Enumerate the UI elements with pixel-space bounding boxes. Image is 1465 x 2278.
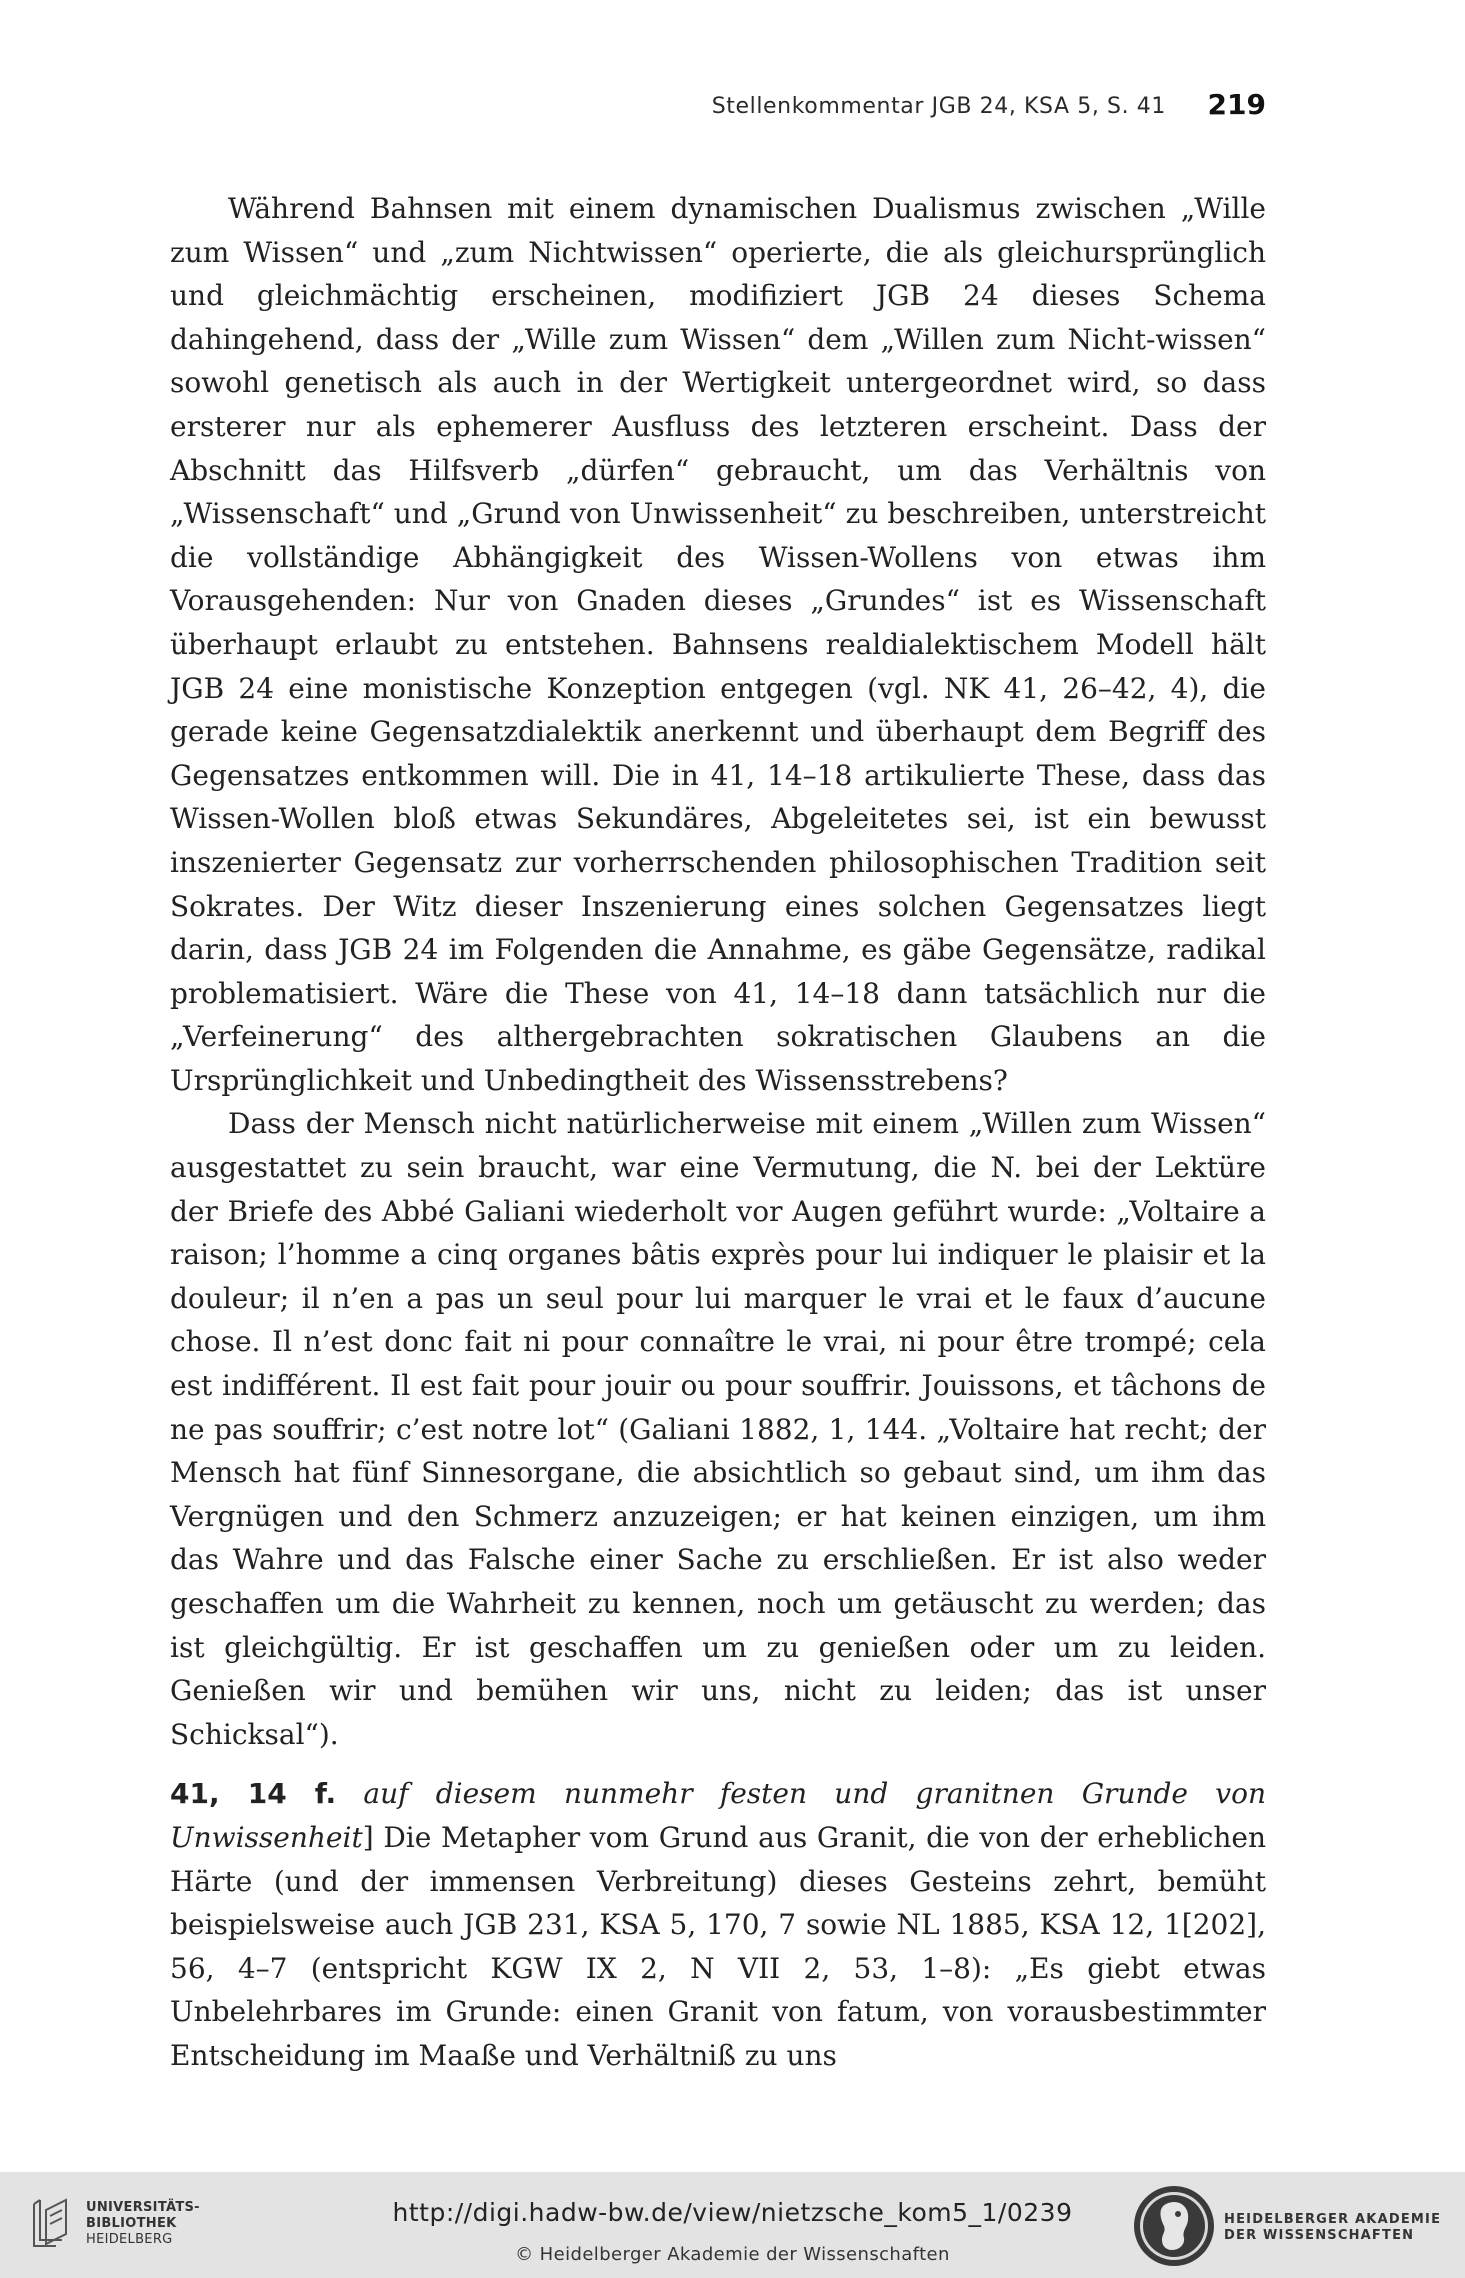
page-header	[170, 88, 1266, 128]
lemma: auf diesem nunmehr festen und granitnen Grunde von Unwissenheit	[170, 1777, 1266, 1854]
library-name-line: HEIDELBERG	[86, 2232, 173, 2247]
copyright-notice: © Heidelberger Akademie der Wissenschaften	[515, 2244, 950, 2265]
academy-name-line: HEIDELBERGER AKADEMIE	[1224, 2212, 1442, 2227]
commentary-entry	[170, 1772, 1266, 2077]
paragraph: Dass der Mensch nicht natürlicherweise mit einem „Willen zum Wissen“ ausgestattet zu sein braucht, war eine Vermutung, die N. bei der Lektüre der Briefe des Abbé Galiani wiederholt vor Augen geführt wurde: „Voltaire a raison; l’homme a cinq organes bâtis exprès pour lui indiquer le plaisir et la douleur; il n’en a pas un seul pour lui marquer le vrai et le faux d’aucune chose. Il n’est donc fait ni pour connaître le vrai, ni pour être trompé; cela est indifférent. Il est fait pour jouir ou pour souffrir. Jouissons, et tâchons de ne pas souffrir; c’est notre lot“ (Galiani 1882, 1, 144. „Voltaire hat recht; der Mensch hat fünf Sinnesorgane, die absichtlich so gebaut sind, um ihm das Vergnügen und den Schmerz anzuzeigen; er hat keinen einzigen, um ihm das Wahre und das Falsche einer Sache zu erschließen. Er ist also weder geschaffen um die Wahrheit zu kennen, noch um getäuscht zu werden; das ist gleichgültig. Er ist geschaffen um zu genießen oder um zu leiden. Genießen wir und bemühen wir uns, nicht zu leiden; das ist unser Schicksal“).	[170, 1107, 1266, 1751]
library-name-line: UNIVERSITÄTS-	[86, 2200, 200, 2215]
main-text	[170, 187, 1266, 2078]
paragraph: Während Bahnsen mit einem dynamischen Dualismus zwischen „Wille zum Wissen“ und „zum Nichtwissen“ operierte, die als gleichursprünglich und gleichmächtig erscheinen, modifiziert JGB 24 dieses Schema dahingehend, dass der „Wille zum Wissen“ dem „Willen zum Nicht-wissen“ sowohl genetisch als auch in der Wertigkeit untergeordnet wird, so dass ersterer nur als ephemerer Ausfluss des letzteren erscheint. Dass der Abschnitt das Hilfsverb „dürfen“ gebraucht, um das Verhältnis von „Wissenschaft“ und „Grund von Unwissenheit“ zu beschreiben, unterstreicht die vollständige Abhängigkeit des Wissen-Wollens von etwas ihm Vorausgehenden: Nur von Gnaden dieses „Grundes“ ist es Wissenschaft überhaupt erlaubt zu entstehen. Bahnsens realdialektischem Modell hält JGB 24 eine monistische Konzeption entgegen (vgl. NK 41, 26–42, 4), die gerade keine Gegensatzdialektik anerkennt und überhaupt dem Begriff des Gegensatzes entkommen will. Die in 41, 14–18 artikulierte These, dass das Wissen-Wollen bloß etwas Sekundäres, Abgeleitetes sei, ist ein bewusst inszenierter Gegensatz zur vorherrschenden philosophischen Tradition seit Sokrates. Der Witz dieser Inszenierung eines solchen Gegensatzes liegt darin, dass JGB 24 im Folgenden die Annahme, es gäbe Gegensätze, radikal problematisiert. Wäre die These von 41, 14–18 dann tatsächlich nur die „Verfeinerung“ des althergebrachten sokratischen Glaubens an die Ursprünglichkeit und Unbedingtheit des Wissensstrebens?	[170, 192, 1266, 1097]
academy-name	[1224, 2212, 1441, 2244]
source-url-link[interactable]: http://digi.hadw-bw.de/view/nietzsche_kom5_1/0239	[392, 2198, 1073, 2227]
lemma-bracket: ]	[362, 1820, 374, 1854]
academy-seal-icon	[1132, 2184, 1216, 2268]
commentary-text: Die Metapher vom Grund aus Granit, die von der erheblichen Härte (und der immensen Verbreitung) dieses Gesteins zehrt, bemüht beispielsweise auch JGB 231, KSA 5, 170, 7 sowie NL 1885, KSA 12, 1[202], 56, 4–7 (entspricht KGW IX 2, N VII 2, 53, 1–8): „Es giebt etwas Unbelehrbares im Grunde: einen Granit von fatum, von vorausbestimmter Entscheidung im Maaße und Verhältniß zu uns	[170, 1820, 1266, 2072]
running-head: Stellenkommentar JGB 24, KSA 5, S. 41	[711, 94, 1166, 119]
page-number: 219	[1207, 88, 1266, 121]
academy-name-line: DER WISSENSCHAFTEN	[1224, 2228, 1415, 2243]
footer-bar	[0, 2172, 1465, 2278]
line-reference: 41, 14 f.	[170, 1777, 337, 1811]
library-name-line: BIBLIOTHEK	[86, 2216, 177, 2231]
